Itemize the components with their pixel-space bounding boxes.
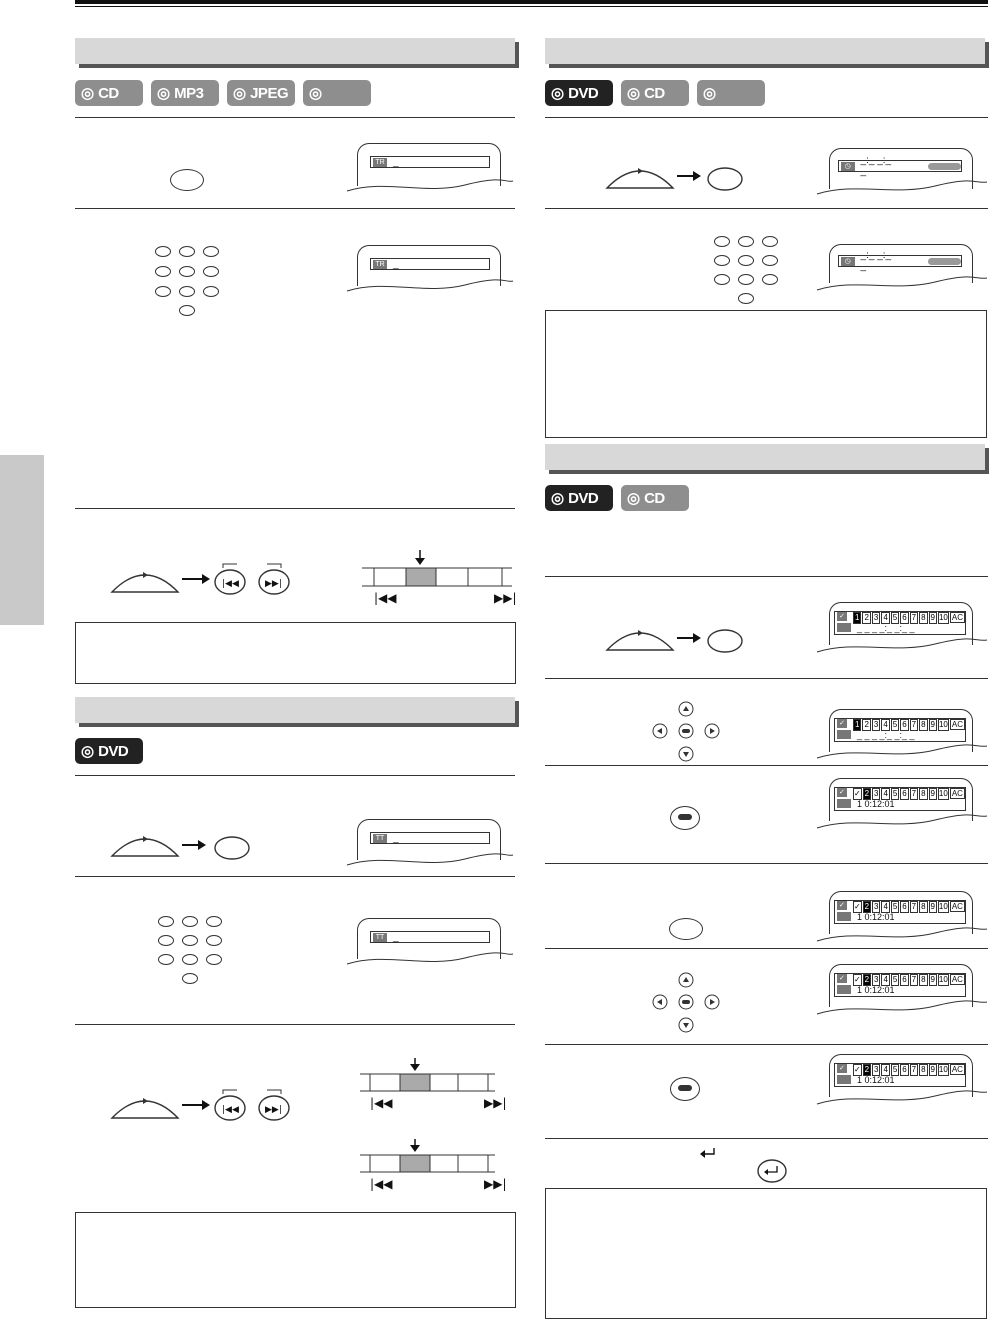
lcd-bar xyxy=(370,832,490,844)
marker-row xyxy=(835,719,965,730)
play-icon[interactable] xyxy=(112,839,178,856)
return-icon xyxy=(698,1146,718,1160)
marker-cell: 10 xyxy=(938,720,948,729)
lcd-bar xyxy=(838,250,962,272)
time-icon xyxy=(837,985,851,994)
marker-cell: 7 xyxy=(911,975,917,984)
marker-cell: 8 xyxy=(921,613,926,622)
section-band-time-search xyxy=(545,38,985,64)
number-button[interactable] xyxy=(203,246,219,257)
divider xyxy=(75,876,515,877)
disc-icon: ◎ xyxy=(627,85,641,102)
marker-cell: 4 xyxy=(883,613,888,622)
marker-cell: 7 xyxy=(911,613,917,622)
play-icon[interactable] xyxy=(112,575,178,592)
lcd-wave xyxy=(815,810,990,832)
title-icon: TT xyxy=(373,933,387,942)
track-icon: TR xyxy=(373,260,387,269)
marker-row xyxy=(835,912,965,923)
number-button[interactable] xyxy=(206,916,222,927)
marker-cell: 6 xyxy=(902,1065,907,1074)
disc-icon: ◎ xyxy=(703,85,717,102)
number-button[interactable] xyxy=(738,293,754,304)
disc-icon: ◎ xyxy=(157,85,171,102)
disc-badges-left-top xyxy=(75,80,371,106)
disc-icon: ◎ xyxy=(233,85,247,102)
number-button[interactable] xyxy=(762,274,778,285)
marker-cell: 10 xyxy=(938,1065,948,1074)
disc-badge-cd: ◎ CD xyxy=(75,80,143,106)
skip-back-icon: |◀◀ xyxy=(370,1096,393,1110)
marker-row xyxy=(835,623,965,634)
disc-icon: ◎ xyxy=(81,85,95,102)
note-box xyxy=(75,1212,516,1308)
divider xyxy=(545,678,988,679)
play-skip-sequence xyxy=(110,1088,300,1122)
play-icon[interactable] xyxy=(112,1101,178,1118)
lcd-bar xyxy=(838,155,962,177)
play-icon[interactable] xyxy=(607,633,673,650)
marker-cell: 3 xyxy=(874,975,879,984)
skip-back-icon: |◀◀ xyxy=(374,591,397,605)
lcd-wave xyxy=(815,1086,990,1108)
note-box xyxy=(545,310,987,438)
disc-badge-jpeg: ◎ JPEG xyxy=(227,80,295,106)
marker-cell: 7 xyxy=(911,720,917,729)
search-button[interactable] xyxy=(170,169,204,191)
clock-icon: ◷ xyxy=(841,257,855,266)
lcd-wave xyxy=(815,272,990,294)
skip-back-icon: |◀◀ xyxy=(370,1177,393,1191)
marker-ac: AC xyxy=(951,975,963,984)
return-button[interactable] xyxy=(756,1158,788,1184)
disc-badge-blank xyxy=(303,80,371,106)
divider xyxy=(545,1044,988,1045)
marker-cell: 1 xyxy=(855,613,860,622)
disc-badges-right-top xyxy=(545,80,765,106)
section-band-marker-setup xyxy=(545,444,985,470)
number-button[interactable] xyxy=(179,266,195,277)
cursor-pad xyxy=(650,971,722,1035)
divider xyxy=(545,208,988,209)
number-button[interactable] xyxy=(158,916,174,927)
lcd-bar xyxy=(834,787,966,811)
marker-cell: 3 xyxy=(873,613,879,622)
disc-badge-mp3: ◎ MP3 xyxy=(151,80,219,106)
lcd-bar xyxy=(834,718,966,742)
lcd-wave xyxy=(815,176,990,198)
disc-badge-dvd: ◎ DVD xyxy=(75,738,143,764)
marker-cell: 6 xyxy=(902,975,907,984)
marker-cell: 8 xyxy=(921,975,926,984)
marker-icon: ✓ xyxy=(837,788,847,797)
top-rule-thin xyxy=(75,6,988,7)
skip-forward-icon: ▶▶| xyxy=(494,591,517,605)
lcd-bar xyxy=(370,156,490,168)
play-search-sequence xyxy=(110,826,260,862)
divider xyxy=(75,508,515,509)
marker-cell: 10 xyxy=(938,902,948,911)
disc-icon: ◎ xyxy=(551,85,565,102)
lcd-text: _ _ _ _:_ _:_ _ xyxy=(857,623,915,633)
lcd-bar xyxy=(834,900,966,924)
marker-cell: 4 xyxy=(883,789,888,798)
number-button[interactable] xyxy=(182,935,198,946)
track-icon: TR xyxy=(373,158,387,167)
enter-icon xyxy=(678,814,692,820)
number-button[interactable] xyxy=(203,286,219,297)
marker-row xyxy=(835,788,965,799)
number-button[interactable] xyxy=(206,935,222,946)
number-button[interactable] xyxy=(738,274,754,285)
marker-cell: 2 xyxy=(864,613,869,622)
marker-cell: 5 xyxy=(892,902,898,911)
disc-badge-cd: ◎ CD xyxy=(621,485,689,511)
time-icon xyxy=(837,623,851,632)
number-button[interactable] xyxy=(762,255,778,266)
marker-ac: AC xyxy=(951,720,963,729)
marker-cell: ✓ xyxy=(853,902,861,911)
marker-cell: 3 xyxy=(873,720,879,729)
marker-cell: 8 xyxy=(921,789,926,798)
lcd-text: _:_ _:_ _ xyxy=(860,155,892,177)
marker-icon: ✓ xyxy=(837,719,847,728)
marker-cell: 2 xyxy=(864,720,869,729)
marker-cell: 8 xyxy=(921,1065,926,1074)
lcd-text: _ xyxy=(393,258,399,270)
marker-cell: 5 xyxy=(892,975,898,984)
marker-cell: 9 xyxy=(930,902,935,911)
lcd-bar xyxy=(370,258,490,270)
disc-badge-cd: ◎ CD xyxy=(621,80,689,106)
time-icon xyxy=(837,912,851,921)
marker-cell: 6 xyxy=(902,902,907,911)
number-button[interactable] xyxy=(179,286,195,297)
lcd-text: 1 0:12:01 xyxy=(857,1075,895,1085)
marker-cell: 8 xyxy=(921,720,926,729)
marker-cell: 2 xyxy=(864,902,870,911)
number-button[interactable] xyxy=(155,246,171,257)
number-button[interactable] xyxy=(179,305,195,316)
marker-cell: 6 xyxy=(902,789,907,798)
marker-cell: 5 xyxy=(892,789,898,798)
marker-row xyxy=(835,901,965,912)
lcd-text: 1 0:12:01 xyxy=(857,985,895,995)
marker-cell: 2 xyxy=(864,789,870,798)
number-button[interactable] xyxy=(203,266,219,277)
marker-cell: 9 xyxy=(930,720,935,729)
divider xyxy=(75,117,515,118)
play-search-sequence xyxy=(605,158,755,194)
number-button[interactable] xyxy=(182,973,198,984)
cursor-pad xyxy=(650,700,722,764)
number-button[interactable] xyxy=(182,916,198,927)
marker-cell: 5 xyxy=(892,613,898,622)
marker-row xyxy=(835,799,965,810)
marker-cell: 3 xyxy=(874,789,879,798)
disc-badges-right-mid xyxy=(545,485,689,511)
section-band-track-search xyxy=(75,38,515,64)
play-search-sequence xyxy=(605,620,755,656)
marker-cell: 9 xyxy=(930,975,935,984)
marker-cell: 4 xyxy=(883,1065,888,1074)
marker-cell: 4 xyxy=(883,975,888,984)
disc-icon: ◎ xyxy=(627,490,641,507)
side-tab xyxy=(0,455,44,625)
number-button[interactable] xyxy=(179,246,195,257)
lcd-indicator xyxy=(928,258,961,265)
marker-cell: 2 xyxy=(864,975,870,984)
enter-button[interactable] xyxy=(670,1077,700,1101)
marker-cell: ✓ xyxy=(853,975,861,984)
lcd-text: 1 0:12:01 xyxy=(857,912,895,922)
number-keypad xyxy=(714,236,784,306)
lcd-wave xyxy=(815,923,990,945)
number-button[interactable] xyxy=(155,286,171,297)
lcd-wave xyxy=(345,275,515,297)
disc-badge-dvd: ◎ DVD xyxy=(545,485,613,511)
number-button[interactable] xyxy=(738,236,754,247)
marker-cell: 5 xyxy=(892,1065,898,1074)
marker-cell: 8 xyxy=(921,902,926,911)
disc-badge-dvd: ◎ DVD xyxy=(545,80,613,106)
lcd-indicator xyxy=(928,163,961,170)
title-position-diagram xyxy=(360,1056,510,1110)
svg-text:▶▶|: ▶▶| xyxy=(265,579,282,589)
lcd-text: _ xyxy=(393,832,399,844)
marker-cell: 9 xyxy=(930,1065,935,1074)
clock-icon: ◷ xyxy=(841,162,855,171)
top-rule-thick xyxy=(75,0,988,4)
lcd-wave xyxy=(815,634,990,656)
search-button[interactable] xyxy=(708,168,742,190)
marker-cell: 10 xyxy=(938,613,948,622)
lcd-bar xyxy=(834,1063,966,1087)
disc-badges-left-bottom xyxy=(75,738,143,764)
number-button[interactable] xyxy=(182,954,198,965)
marker-cell: 3 xyxy=(874,902,879,911)
marker-cell: 4 xyxy=(883,902,888,911)
lcd-bar xyxy=(370,931,490,943)
marker-icon: ✓ xyxy=(837,612,847,621)
lcd-text: 1 0:12:01 xyxy=(857,799,895,809)
disc-badge-blank xyxy=(697,80,765,106)
number-button[interactable] xyxy=(206,954,222,965)
svg-text:▶▶|: ▶▶| xyxy=(265,1105,282,1115)
number-button[interactable] xyxy=(714,274,730,285)
svg-text:|◀◀: |◀◀ xyxy=(222,1105,239,1115)
marker-cell: 10 xyxy=(938,789,948,798)
marker-ac: AC xyxy=(951,613,963,622)
skip-forward-icon: ▶▶| xyxy=(484,1096,507,1110)
lcd-wave xyxy=(345,849,515,871)
marker-cell: 4 xyxy=(883,720,888,729)
number-button[interactable] xyxy=(714,236,730,247)
lcd-text: _ _ _ _:_ _:_ _ xyxy=(857,730,915,740)
divider xyxy=(75,208,515,209)
marker-row xyxy=(835,1064,965,1075)
track-position-diagram xyxy=(362,548,522,606)
marker-cell: 2 xyxy=(864,1065,870,1074)
number-button[interactable] xyxy=(158,954,174,965)
disc-icon: ◎ xyxy=(309,85,323,102)
marker-cell: 9 xyxy=(930,613,935,622)
marker-icon: ✓ xyxy=(837,901,847,910)
disc-icon: ◎ xyxy=(81,743,95,760)
number-button[interactable] xyxy=(762,236,778,247)
marker-cell: 6 xyxy=(902,720,907,729)
marker-ac: AC xyxy=(951,1065,963,1074)
marker-cell: ✓ xyxy=(853,1065,861,1074)
lcd-wave xyxy=(815,740,990,762)
marker-icon: ✓ xyxy=(837,974,847,983)
lcd-wave xyxy=(345,948,515,970)
lcd-wave xyxy=(345,175,515,197)
marker-cell: 6 xyxy=(902,613,907,622)
lcd-text: _ xyxy=(393,156,399,168)
number-button[interactable] xyxy=(155,266,171,277)
svg-text:|◀◀: |◀◀ xyxy=(222,579,239,589)
marker-icon: ✓ xyxy=(837,1064,847,1073)
marker-cell: 7 xyxy=(911,789,917,798)
number-button[interactable] xyxy=(738,255,754,266)
divider xyxy=(545,576,988,577)
time-icon xyxy=(837,730,851,739)
play-icon[interactable] xyxy=(607,171,673,188)
note-box xyxy=(75,622,516,684)
note-box xyxy=(545,1188,987,1319)
number-keypad xyxy=(155,246,225,316)
divider xyxy=(545,117,988,118)
marker-cell: 7 xyxy=(911,1065,917,1074)
lcd-wave xyxy=(815,996,990,1018)
title-position-diagram xyxy=(360,1137,510,1191)
time-icon xyxy=(837,799,851,808)
lcd-text: _ xyxy=(393,931,399,943)
enter-button[interactable] xyxy=(670,806,700,830)
marker-cell: 9 xyxy=(930,789,935,798)
marker-ac: AC xyxy=(951,902,963,911)
search-button[interactable] xyxy=(669,918,703,940)
number-button[interactable] xyxy=(158,935,174,946)
time-icon xyxy=(837,1075,851,1084)
marker-cell: 7 xyxy=(911,902,917,911)
section-band-title-search xyxy=(75,697,515,723)
marker-row xyxy=(835,1075,965,1086)
marker-cell: 1 xyxy=(855,720,860,729)
enter-icon xyxy=(678,1085,692,1091)
play-skip-sequence xyxy=(110,562,300,596)
marker-ac: AC xyxy=(951,789,963,798)
number-button[interactable] xyxy=(714,255,730,266)
marker-row xyxy=(835,985,965,996)
lcd-bar xyxy=(834,611,966,635)
lcd-text: _:_ _:_ _ xyxy=(860,250,892,272)
marker-row xyxy=(835,612,965,623)
disc-icon: ◎ xyxy=(551,490,565,507)
divider xyxy=(545,1138,988,1139)
divider xyxy=(545,863,988,864)
number-keypad xyxy=(158,916,228,986)
lcd-bar xyxy=(834,973,966,997)
search-button[interactable] xyxy=(215,837,249,859)
marker-cell: 10 xyxy=(938,975,948,984)
divider xyxy=(545,765,988,766)
marker-row xyxy=(835,974,965,985)
marker-cell: ✓ xyxy=(853,789,861,798)
title-icon: TT xyxy=(373,834,387,843)
marker-cell: 5 xyxy=(892,720,898,729)
skip-forward-icon: ▶▶| xyxy=(484,1177,507,1191)
search-button[interactable] xyxy=(708,630,742,652)
marker-cell: 3 xyxy=(874,1065,879,1074)
divider xyxy=(75,775,515,776)
divider xyxy=(75,1024,515,1025)
divider xyxy=(545,948,988,949)
